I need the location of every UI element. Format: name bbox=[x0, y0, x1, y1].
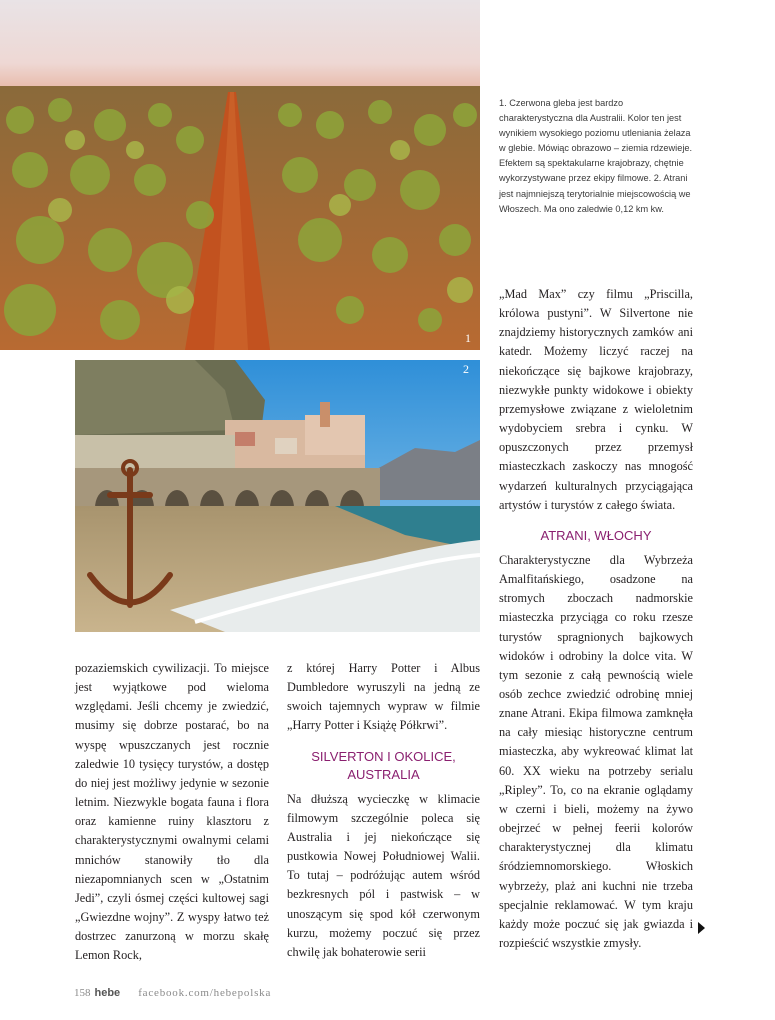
continue-arrow-icon bbox=[698, 922, 705, 934]
column-middle-intro: z której Harry Potter i Albus Dumbledore wyruszyli na jedną ze swoich tajemnych wypraw w filmie „Harry Potter i Książę Półkrwi”. bbox=[287, 661, 480, 733]
photo-atrani bbox=[75, 360, 480, 632]
page-footer bbox=[74, 987, 271, 999]
column-right-body: Charakterystyczne dla Wybrzeża Amalfitańskiego, osadzone na stromych zboczach nadmorskie miasteczka przyciąga co roku rzesze turystów spragnionych bajkowych widoków i odrobiny la dolce vita. W tym sezonie z całą pewnością wiele osób zechce zwiedzić odrobinę mniej znane Atrani. Ekipa filmowa zamknęła na cały miesiąc historyczne centrum miasteczka, aby wykreować klimat lat 60. XX wieku na potrzeby serialu „Ripley”. To, co na ekranie oglądamy w czerni i bieli, możemy na żywo obejrzeć w pełnej feerii kolorów charakterystycznej dla klimatu śródziemnomorskiego. Włoskich wybrzeży, plaż ani kuchni nie trzeba specjalnie reklamować. W tym kraju każdy może poczuć się jak gwiazda i rozpieścić wszystkie zmysły. bbox=[499, 552, 693, 950]
column-left-text: pozaziemskich cywilizacji. To miejsce jest wyjątkowe pod wieloma względami. Jeśli chcemy je zwiedzić, musimy się dobrze postarać, bo na wyspę wpuszczanych jest rocznie zaledwie 10 tysięcy turystów, a dostęp do niej jest możliwy jedynie w sezonie letnim. Niezwykle bogata fauna i flora oraz kamienne ruiny klasztoru z charakterystycznymi owalnymi celami mnichów stanowiły tło dla niezapomnianych scen w „Ostatnim Jedi”, czyli ósmej części kultowej sagi „Gwiezdne wojny”. Z wyspy łatwo też dostrzec zanurzoną w morzu skałę Lemon Rock, bbox=[75, 661, 269, 963]
heading-atrani: ATRANI, WŁOCHY bbox=[540, 527, 652, 543]
facebook-link[interactable]: facebook.com/hebepolska bbox=[138, 987, 272, 999]
heading-silverton: SILVERTON I OKOLICE, AUSTRALIA bbox=[311, 748, 456, 782]
column-left bbox=[75, 659, 269, 966]
column-middle-body: Na dłuższą wycieczkę w klimacie filmowym szczególnie poleca się Australia i jej niekończące się pustkowia Nowej Południowej Walii. To tutaj – podróżując autem wśród bezkresnych pól i pastwisk – w unoszącym się spod kół czerwonym kurzu, możemy poczuć się przez chwilę jak bohaterowie serii bbox=[287, 791, 480, 959]
photo-caption: 1. Czerwona gleba jest bardzo charakterystyczna dla Australii. Kolor ten jest wynikiem wysokiego poziomu utleniania żelaza w glebie. Mówiąc obrazowo – ziemia rdzewieje. Efektem są spektakularne krajobrazy, chętnie wykorzystywane przez ekipy filmowe. 2. Atrani jest najmniejszą terytorialnie miejscowością we Włoszech. Ma ono zaledwie 0,12 km kw. bbox=[499, 98, 693, 214]
atrani-image bbox=[75, 360, 480, 632]
photo-number-1: 1 bbox=[465, 331, 471, 345]
photo-number-2: 2 bbox=[463, 362, 469, 376]
photo-red-road bbox=[0, 0, 480, 350]
column-middle bbox=[287, 659, 480, 962]
brand-logo: hebe bbox=[94, 987, 121, 999]
column-right bbox=[499, 285, 693, 953]
red-road-image bbox=[0, 0, 480, 350]
page-number: 158 bbox=[74, 987, 91, 999]
column-right-intro: „Mad Max” czy filmu „Priscilla, królowa pustyni”. W Silvertone nie znajdziemy historycznych zamków ani katedr. Możemy liczyć raczej na niekończące się bajkowe krajobrazy, niezwykłe punkty widokowe i obiekty przemysłowe związane z wieloletnim wydobyciem srebra i cynku. W opuszczonych przez przemysł miasteczkach zaskoczy nas mnogość wydarzeń kulturalnych przyciągająca artystów i turystów z całego świata. bbox=[499, 287, 693, 512]
